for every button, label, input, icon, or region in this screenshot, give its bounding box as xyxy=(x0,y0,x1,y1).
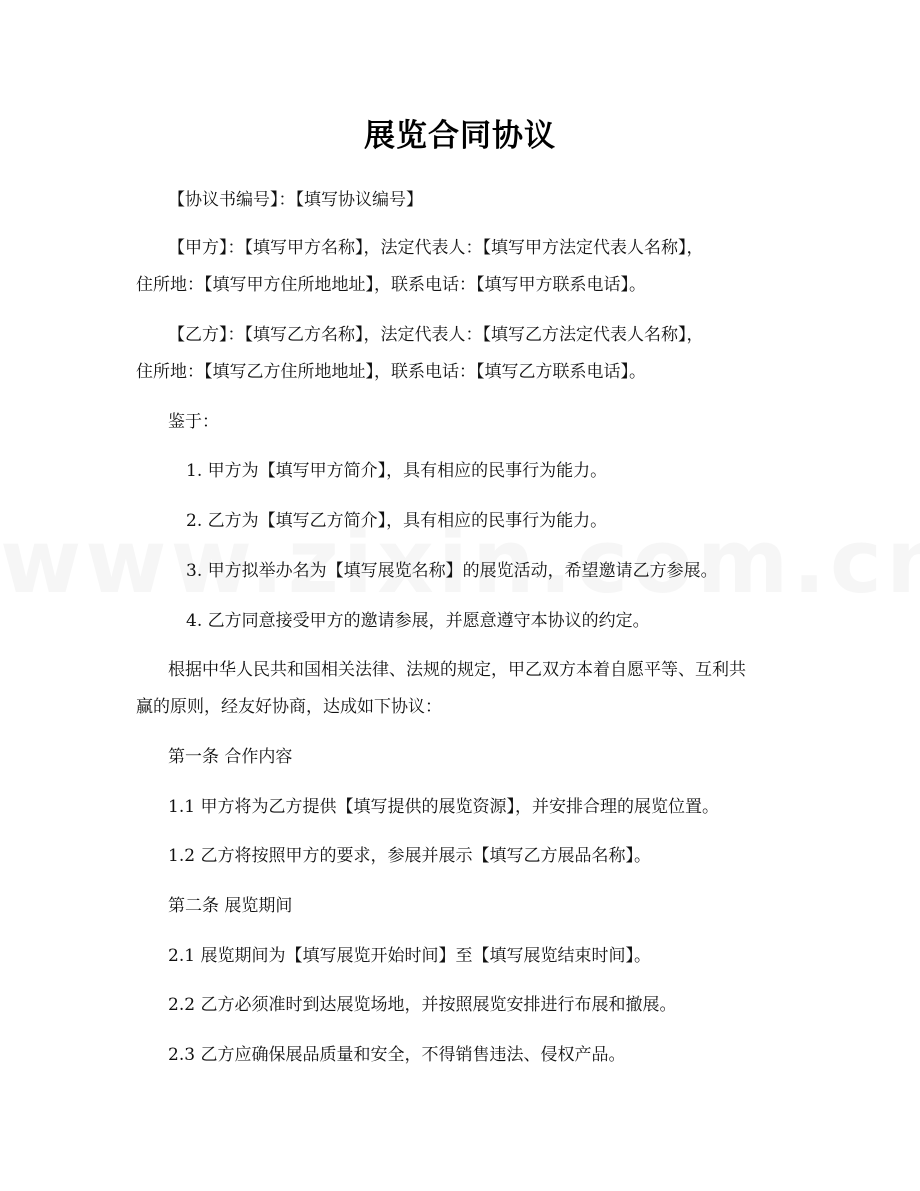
party-a-line-2: 住所地：【填写甲方住所地地址】，联系电话：【填写甲方联系电话】。 xyxy=(136,275,646,295)
article-2-item-2: 2.2 乙方必须准时到达展览场地，并按照展览安排进行布展和撤展。 xyxy=(168,995,677,1015)
whereas-item-1: 1. 甲方为【填写甲方简介】，具有相应的民事行为能力。 xyxy=(186,461,608,481)
preamble-line-1 xyxy=(136,652,786,689)
whereas-label: 鉴于： xyxy=(168,412,219,432)
party-b-line-1 xyxy=(136,317,786,354)
article-2-heading: 第二条 展览期间 xyxy=(168,896,293,916)
whereas-item-3: 3. 甲方拟举办名为【填写展览名称】的展览活动，希望邀请乙方参展。 xyxy=(186,561,718,581)
whereas-item-2: 2. 乙方为【填写乙方简介】，具有相应的民事行为能力。 xyxy=(186,511,608,531)
party-b-text-1: 【乙方】：【填写乙方名称】，法定代表人：【填写乙方法定代表人名称】， xyxy=(168,325,704,345)
agreement-number: 【协议书编号】：【填写协议编号】 xyxy=(168,190,423,210)
preamble-text-1: 根据中华人民共和国相关法律、法规的规定，甲乙双方本着自愿平等、互利共 xyxy=(168,660,746,680)
party-a-line-1 xyxy=(136,230,786,267)
page-title: 展览合同协议 xyxy=(364,118,556,154)
whereas-item-4: 4. 乙方同意接受甲方的邀请参展，并愿意遵守本协议的约定。 xyxy=(186,611,650,631)
party-b-line-2: 住所地：【填写乙方住所地地址】，联系电话：【填写乙方联系电话】。 xyxy=(136,362,646,382)
article-1-item-1: 1.1 甲方将为乙方提供【填写提供的展览资源】，并安排合理的展览位置。 xyxy=(168,797,719,817)
party-a-text-1: 【甲方】：【填写甲方名称】，法定代表人：【填写甲方法定代表人名称】， xyxy=(168,238,704,258)
article-1-item-2: 1.2 乙方将按照甲方的要求，参展并展示【填写乙方展品名称】。 xyxy=(168,846,651,866)
article-2-item-1: 2.1 展览期间为【填写展览开始时间】至【填写展览结束时间】。 xyxy=(168,946,651,966)
article-1-heading: 第一条 合作内容 xyxy=(168,747,293,767)
article-2-item-3: 2.3 乙方应确保展品质量和安全，不得销售违法、侵权产品。 xyxy=(168,1045,626,1065)
preamble-line-2: 赢的原则，经友好协商，达成如下协议： xyxy=(136,697,442,717)
